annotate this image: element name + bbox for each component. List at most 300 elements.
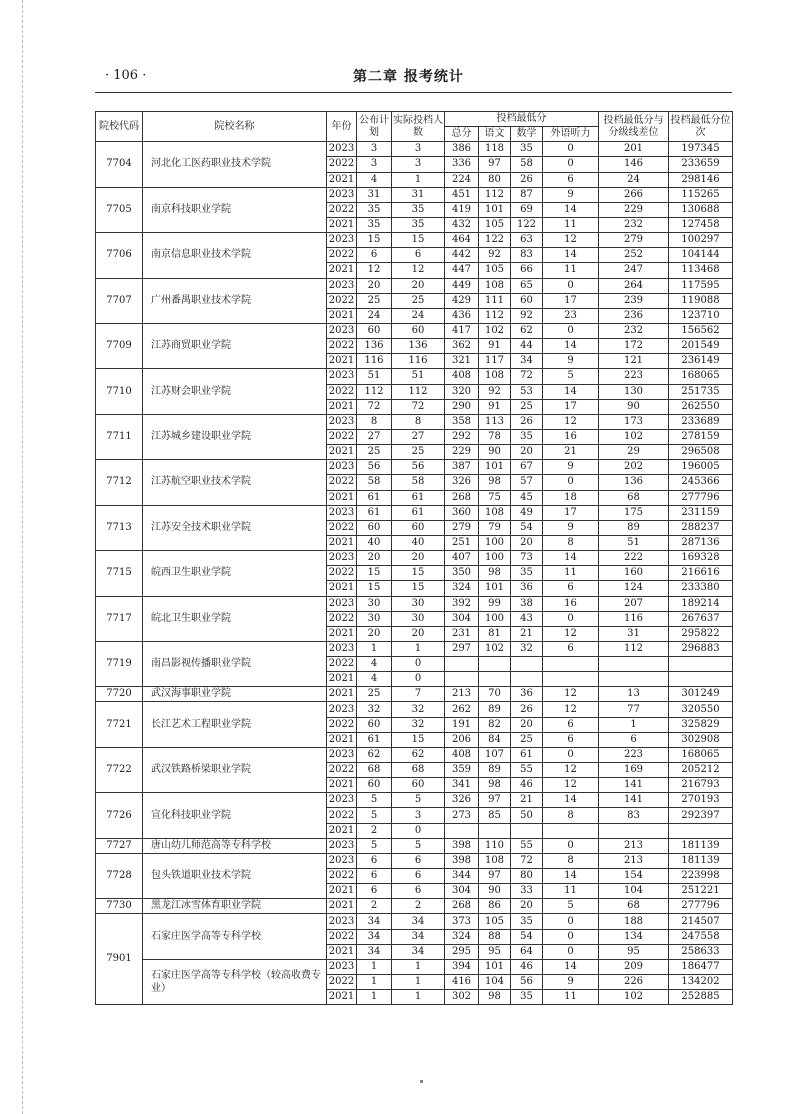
cell-rank: 233380	[669, 581, 733, 596]
cell-plan: 15	[357, 233, 392, 248]
school-name: 江苏城乡建设职业学院	[143, 414, 327, 459]
cell-actual: 3	[392, 157, 445, 172]
cell-rank: 181139	[669, 838, 733, 853]
cell-rank-diff: 247	[599, 263, 669, 278]
cell-chinese: 92	[479, 248, 511, 263]
cell-chinese: 90	[479, 445, 511, 460]
cell-plan: 12	[357, 263, 392, 278]
cell-year: 2021	[327, 354, 357, 369]
cell-math: 35	[511, 990, 543, 1005]
cell-foreign: 16	[543, 596, 599, 611]
header-actual: 实际投档人数	[392, 112, 445, 142]
cell-total: 268	[445, 899, 479, 914]
cell-rank-diff: 252	[599, 248, 669, 263]
cell-year: 2022	[327, 339, 357, 354]
cell-rank-diff: 229	[599, 202, 669, 217]
cell-foreign: 14	[543, 793, 599, 808]
table-row	[96, 323, 733, 338]
school-name: 南京科技职业学院	[143, 187, 327, 232]
cell-total: 442	[445, 248, 479, 263]
school-code: 7728	[96, 853, 143, 898]
cell-plan: 20	[357, 626, 392, 641]
header-math: 数学	[511, 127, 543, 142]
cell-total: 229	[445, 445, 479, 460]
cell-foreign: 14	[543, 339, 599, 354]
cell-math: 54	[511, 520, 543, 535]
school-code: 7704	[96, 142, 143, 187]
cell-foreign: 11	[543, 884, 599, 899]
table-row	[96, 233, 733, 248]
school-code: 7706	[96, 233, 143, 278]
cell-chinese: 86	[479, 899, 511, 914]
cell-actual: 5	[392, 793, 445, 808]
school-name: 石家庄医学高等专科学校	[143, 914, 327, 959]
cell-plan: 35	[357, 217, 392, 232]
table-row	[96, 187, 733, 202]
cell-rank-diff: 279	[599, 233, 669, 248]
cell-math: 43	[511, 611, 543, 626]
cell-total: 350	[445, 566, 479, 581]
cell-plan: 6	[357, 884, 392, 899]
school-name: 南京信息职业技术学院	[143, 233, 327, 278]
cell-chinese: 104	[479, 975, 511, 990]
cell-year: 2021	[327, 308, 357, 323]
cell-math: 60	[511, 293, 543, 308]
cell-math: 35	[511, 429, 543, 444]
cell-foreign: 14	[543, 551, 599, 566]
school-name: 皖北卫生职业学院	[143, 596, 327, 641]
cell-actual: 15	[392, 566, 445, 581]
cell-plan: 34	[357, 929, 392, 944]
cell-rank-diff: 213	[599, 853, 669, 868]
cell-year: 2021	[327, 399, 357, 414]
cell-rank-diff: 209	[599, 959, 669, 974]
cell-math: 64	[511, 944, 543, 959]
cell-rank-diff: 223	[599, 369, 669, 384]
cell-rank: 117595	[669, 278, 733, 293]
cell-year: 2022	[327, 611, 357, 626]
cell-rank-diff: 83	[599, 808, 669, 823]
cell-math: 83	[511, 248, 543, 263]
cell-chinese: 105	[479, 263, 511, 278]
cell-year: 2021	[327, 687, 357, 702]
cell-rank-diff: 226	[599, 975, 669, 990]
cell-rank: 296508	[669, 445, 733, 460]
admission-table	[95, 111, 733, 1005]
cell-math	[511, 657, 543, 672]
school-code: 7717	[96, 596, 143, 641]
cell-actual: 35	[392, 217, 445, 232]
cell-chinese	[479, 823, 511, 838]
table-row	[96, 414, 733, 429]
cell-total: 290	[445, 399, 479, 414]
cell-total: 359	[445, 763, 479, 778]
cell-chinese: 98	[479, 990, 511, 1005]
table-row	[96, 460, 733, 475]
cell-rank: 245366	[669, 475, 733, 490]
school-code: 7705	[96, 187, 143, 232]
cell-foreign: 12	[543, 626, 599, 641]
cell-rank: 216793	[669, 778, 733, 793]
cell-total	[445, 657, 479, 672]
cell-plan: 60	[357, 520, 392, 535]
cell-year: 2023	[327, 323, 357, 338]
cell-math: 55	[511, 838, 543, 853]
cell-year: 2022	[327, 717, 357, 732]
cell-math: 58	[511, 157, 543, 172]
table-row	[96, 914, 733, 929]
cell-chinese: 101	[479, 581, 511, 596]
cell-foreign	[543, 823, 599, 838]
cell-rank-diff: 13	[599, 687, 669, 702]
cell-math: 65	[511, 278, 543, 293]
cell-foreign: 12	[543, 687, 599, 702]
cell-rank-diff: 95	[599, 944, 669, 959]
cell-total: 321	[445, 354, 479, 369]
cell-chinese: 100	[479, 535, 511, 550]
cell-math: 21	[511, 793, 543, 808]
cell-rank: 134202	[669, 975, 733, 990]
cell-chinese: 112	[479, 187, 511, 202]
cell-chinese: 117	[479, 354, 511, 369]
cell-actual: 24	[392, 308, 445, 323]
cell-rank-diff: 188	[599, 914, 669, 929]
cell-actual: 34	[392, 944, 445, 959]
cell-year: 2022	[327, 808, 357, 823]
cell-foreign: 17	[543, 293, 599, 308]
cell-rank-diff: 77	[599, 702, 669, 717]
cell-rank-diff: 121	[599, 354, 669, 369]
cell-actual: 72	[392, 399, 445, 414]
cell-chinese: 98	[479, 566, 511, 581]
cell-chinese: 75	[479, 490, 511, 505]
cell-foreign: 14	[543, 248, 599, 263]
cell-total: 324	[445, 929, 479, 944]
cell-chinese: 101	[479, 202, 511, 217]
cell-plan: 61	[357, 490, 392, 505]
cell-rank-diff: 102	[599, 990, 669, 1005]
cell-math: 25	[511, 399, 543, 414]
cell-plan: 32	[357, 702, 392, 717]
cell-chinese: 110	[479, 838, 511, 853]
cell-total: 408	[445, 369, 479, 384]
cell-total: 451	[445, 187, 479, 202]
cell-chinese: 91	[479, 399, 511, 414]
cell-total: 292	[445, 429, 479, 444]
cell-plan: 60	[357, 323, 392, 338]
cell-plan: 30	[357, 596, 392, 611]
cell-year: 2022	[327, 975, 357, 990]
cell-year: 2023	[327, 142, 357, 157]
cell-math: 63	[511, 233, 543, 248]
cell-year: 2022	[327, 429, 357, 444]
cell-plan: 3	[357, 157, 392, 172]
cell-rank	[669, 823, 733, 838]
cell-foreign: 0	[543, 914, 599, 929]
cell-plan: 2	[357, 899, 392, 914]
cell-math: 50	[511, 808, 543, 823]
table-row	[96, 793, 733, 808]
cell-rank-diff	[599, 657, 669, 672]
cell-year: 2023	[327, 551, 357, 566]
cell-plan: 5	[357, 793, 392, 808]
cell-plan: 2	[357, 823, 392, 838]
cell-total	[445, 672, 479, 687]
cell-actual: 5	[392, 838, 445, 853]
cell-actual: 20	[392, 551, 445, 566]
cell-math: 32	[511, 641, 543, 656]
cell-rank: 214507	[669, 914, 733, 929]
cell-rank-diff: 222	[599, 551, 669, 566]
cell-foreign: 17	[543, 399, 599, 414]
cell-rank-diff: 90	[599, 399, 669, 414]
cell-foreign: 0	[543, 747, 599, 762]
cell-rank-diff: 141	[599, 778, 669, 793]
cell-total	[445, 823, 479, 838]
cell-rank-diff: 31	[599, 626, 669, 641]
cell-math: 20	[511, 535, 543, 550]
cell-rank: 186477	[669, 959, 733, 974]
cell-math: 21	[511, 626, 543, 641]
cell-year: 2022	[327, 248, 357, 263]
cell-math: 122	[511, 217, 543, 232]
cell-rank-diff: 130	[599, 384, 669, 399]
school-code: 7721	[96, 702, 143, 747]
school-code: 7901	[96, 914, 143, 1005]
cell-total: 362	[445, 339, 479, 354]
cell-chinese: 70	[479, 687, 511, 702]
cell-plan: 34	[357, 944, 392, 959]
table-body	[96, 142, 733, 1005]
cell-total: 326	[445, 475, 479, 490]
cell-chinese: 100	[479, 551, 511, 566]
header-plan: 公布计划	[357, 112, 392, 142]
cell-total: 419	[445, 202, 479, 217]
cell-math: 55	[511, 763, 543, 778]
cell-total: 191	[445, 717, 479, 732]
cell-year: 2021	[327, 899, 357, 914]
cell-rank: 233689	[669, 414, 733, 429]
cell-plan: 5	[357, 838, 392, 853]
cell-year: 2022	[327, 929, 357, 944]
table-row	[96, 959, 733, 974]
cell-chinese: 88	[479, 929, 511, 944]
cell-rank-diff: 68	[599, 899, 669, 914]
cell-plan: 58	[357, 475, 392, 490]
cell-rank: 197345	[669, 142, 733, 157]
cell-total: 231	[445, 626, 479, 641]
school-name: 江苏商贸职业学院	[143, 323, 327, 368]
cell-actual: 32	[392, 717, 445, 732]
cell-rank: 298146	[669, 172, 733, 187]
cell-foreign: 21	[543, 445, 599, 460]
cell-actual: 60	[392, 323, 445, 338]
cell-actual: 1	[392, 959, 445, 974]
cell-rank-diff: 175	[599, 505, 669, 520]
table-row	[96, 641, 733, 656]
cell-rank: 301249	[669, 687, 733, 702]
cell-foreign: 0	[543, 611, 599, 626]
cell-rank-diff	[599, 672, 669, 687]
cell-total: 262	[445, 702, 479, 717]
cell-chinese: 92	[479, 384, 511, 399]
cell-plan: 62	[357, 747, 392, 762]
cell-total: 304	[445, 611, 479, 626]
cell-rank: 189214	[669, 596, 733, 611]
cell-rank: 201549	[669, 339, 733, 354]
cell-rank-diff: 68	[599, 490, 669, 505]
school-name: 江苏安全技术职业学院	[143, 505, 327, 550]
cell-plan: 4	[357, 657, 392, 672]
cell-actual: 2	[392, 899, 445, 914]
cell-math: 49	[511, 505, 543, 520]
cell-actual: 25	[392, 293, 445, 308]
cell-year: 2021	[327, 581, 357, 596]
school-name: 包头铁道职业技术学院	[143, 853, 327, 898]
cell-foreign: 18	[543, 490, 599, 505]
school-code: 7715	[96, 551, 143, 596]
cell-plan: 25	[357, 687, 392, 702]
table-row	[96, 596, 733, 611]
cell-actual: 61	[392, 490, 445, 505]
cell-rank	[669, 672, 733, 687]
page-header	[95, 66, 732, 90]
cell-math	[511, 672, 543, 687]
cell-rank: 115265	[669, 187, 733, 202]
cell-chinese: 90	[479, 884, 511, 899]
cell-year: 2023	[327, 278, 357, 293]
cell-rank: 156562	[669, 323, 733, 338]
page-number: · 106 ·	[105, 68, 147, 83]
cell-year: 2021	[327, 445, 357, 460]
cell-plan: 56	[357, 460, 392, 475]
cell-actual: 25	[392, 445, 445, 460]
cell-rank: 127458	[669, 217, 733, 232]
cell-actual: 136	[392, 339, 445, 354]
cell-total: 251	[445, 535, 479, 550]
cell-rank-diff: 169	[599, 763, 669, 778]
cell-foreign: 11	[543, 566, 599, 581]
school-name: 长江艺术工程职业学院	[143, 702, 327, 747]
cell-total: 341	[445, 778, 479, 793]
cell-total: 326	[445, 793, 479, 808]
cell-math: 35	[511, 142, 543, 157]
cell-plan: 116	[357, 354, 392, 369]
cell-rank-diff: 146	[599, 157, 669, 172]
cell-plan: 24	[357, 308, 392, 323]
cell-math: 20	[511, 445, 543, 460]
cell-year: 2023	[327, 747, 357, 762]
cell-total: 206	[445, 732, 479, 747]
cell-foreign: 6	[543, 732, 599, 747]
cell-actual: 62	[392, 747, 445, 762]
cell-actual: 3	[392, 142, 445, 157]
cell-foreign: 6	[543, 717, 599, 732]
cell-year: 2023	[327, 641, 357, 656]
cell-plan: 61	[357, 732, 392, 747]
cell-math: 72	[511, 853, 543, 868]
cell-actual: 1	[392, 975, 445, 990]
cell-math: 73	[511, 551, 543, 566]
cell-actual: 6	[392, 869, 445, 884]
cell-rank-diff: 172	[599, 339, 669, 354]
cell-actual: 32	[392, 702, 445, 717]
cell-chinese: 82	[479, 717, 511, 732]
table-header	[96, 112, 733, 142]
cell-chinese: 102	[479, 323, 511, 338]
cell-plan: 34	[357, 914, 392, 929]
cell-foreign: 0	[543, 944, 599, 959]
cell-rank-diff: 141	[599, 793, 669, 808]
cell-foreign: 12	[543, 763, 599, 778]
header-chinese: 语文	[479, 127, 511, 142]
cell-foreign: 0	[543, 278, 599, 293]
cell-rank: 130688	[669, 202, 733, 217]
cell-foreign: 8	[543, 808, 599, 823]
cell-chinese: 108	[479, 278, 511, 293]
cell-total: 416	[445, 975, 479, 990]
cell-foreign: 9	[543, 187, 599, 202]
cell-foreign: 12	[543, 702, 599, 717]
cell-rank-diff: 160	[599, 566, 669, 581]
cell-plan: 72	[357, 399, 392, 414]
cell-chinese: 111	[479, 293, 511, 308]
cell-plan: 20	[357, 551, 392, 566]
cell-year: 2023	[327, 596, 357, 611]
cell-rank: 325829	[669, 717, 733, 732]
cell-total: 302	[445, 990, 479, 1005]
cell-year: 2021	[327, 263, 357, 278]
cell-chinese: 89	[479, 763, 511, 778]
school-code: 7710	[96, 369, 143, 414]
cell-actual: 12	[392, 263, 445, 278]
header-rule	[95, 92, 732, 93]
cell-total: 387	[445, 460, 479, 475]
cell-rank-diff: 104	[599, 884, 669, 899]
school-code: 7713	[96, 505, 143, 550]
table-row	[96, 505, 733, 520]
cell-rank: 196005	[669, 460, 733, 475]
cell-actual: 1	[392, 641, 445, 656]
school-code: 7711	[96, 414, 143, 459]
cell-actual: 3	[392, 808, 445, 823]
cell-chinese: 95	[479, 944, 511, 959]
cell-rank: 251735	[669, 384, 733, 399]
cell-total: 429	[445, 293, 479, 308]
cell-chinese: 78	[479, 429, 511, 444]
cell-rank: 113468	[669, 263, 733, 278]
cell-math: 25	[511, 732, 543, 747]
cell-foreign: 14	[543, 384, 599, 399]
cell-rank-diff: 201	[599, 142, 669, 157]
cell-rank-diff: 51	[599, 535, 669, 550]
cell-year: 2021	[327, 672, 357, 687]
cell-plan: 35	[357, 202, 392, 217]
cell-foreign: 8	[543, 535, 599, 550]
cell-actual: 0	[392, 672, 445, 687]
cell-rank-diff: 266	[599, 187, 669, 202]
cell-plan: 5	[357, 808, 392, 823]
cell-math: 62	[511, 323, 543, 338]
cell-math: 54	[511, 929, 543, 944]
cell-actual: 31	[392, 187, 445, 202]
cell-foreign: 14	[543, 959, 599, 974]
cell-rank-diff: 29	[599, 445, 669, 460]
header-code: 院校代码	[96, 112, 143, 142]
cell-math: 26	[511, 414, 543, 429]
cell-foreign: 8	[543, 853, 599, 868]
cell-actual: 20	[392, 626, 445, 641]
